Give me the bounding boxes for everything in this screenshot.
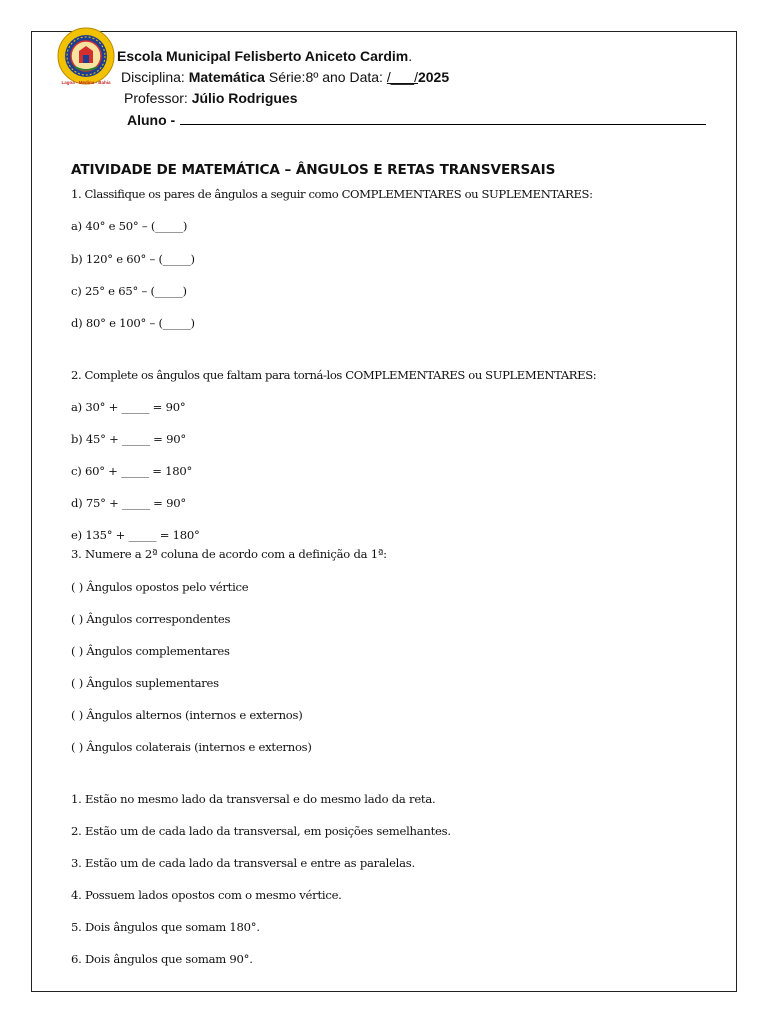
question1-item: c) 25° e 65° – (_____) <box>71 284 187 298</box>
teacher-line <box>124 90 298 106</box>
subject-value: Matemática <box>188 69 265 85</box>
date-year: 2025 <box>417 69 450 85</box>
logo-caption: Lagoa - Medina - Bahia <box>61 80 111 85</box>
question1-prompt: 1. Classifique os pares de ângulos a seguir como COMPLEMENTARES ou SUPLEMENTARES: <box>71 187 593 201</box>
question3-column-item: ( ) Ângulos complementares <box>71 644 230 658</box>
grade-label: Série: <box>264 69 306 85</box>
grade-value: 8º ano <box>305 69 346 85</box>
teacher-name: Júlio Rodrigues <box>191 90 298 106</box>
school-name-text: Escola Municipal Felisberto Aniceto Cardim <box>117 48 409 64</box>
student-label: Aluno - <box>127 112 180 128</box>
question2-item: d) 75° + _____ = 90° <box>71 496 186 510</box>
teacher-label: Professor: <box>124 90 192 106</box>
question2-item: c) 60° + _____ = 180° <box>71 464 193 478</box>
school-name-dot: . <box>408 48 413 64</box>
activity-title: ATIVIDADE DE MATEMÁTICA – ÂNGULOS E RETAS TRANSVERSAIS <box>71 162 556 178</box>
student-name-field[interactable] <box>180 112 706 125</box>
subject-label: Disciplina: <box>121 69 189 85</box>
question3-definition: 4. Possuem lados opostos com o mesmo vértice. <box>71 888 342 902</box>
date-label: Data: <box>345 69 387 85</box>
school-name <box>117 48 412 64</box>
question3-definition: 6. Dois ângulos que somam 90°. <box>71 952 253 966</box>
question3-column-item: ( ) Ângulos alternos (internos e externos) <box>71 708 303 722</box>
question3-definition: 2. Estão um de cada lado da transversal, em posições semelhantes. <box>71 824 451 838</box>
question2-item: b) 45° + _____ = 90° <box>71 432 186 446</box>
question1-item: b) 120° e 60° – (_____) <box>71 252 195 266</box>
question3-column-item: ( ) Ângulos suplementares <box>71 676 219 690</box>
question2-prompt: 2. Complete os ângulos que faltam para torná-los COMPLEMENTARES ou SUPLEMENTARES: <box>71 368 597 382</box>
question3-definition: 3. Estão um de cada lado da transversal e entre as paralelas. <box>71 856 415 870</box>
question3-definition: 5. Dois ângulos que somam 180°. <box>71 920 260 934</box>
question1-item: d) 80° e 100° – (_____) <box>71 316 195 330</box>
question1-item: a) 40° e 50° – (_____) <box>71 219 188 233</box>
question3-column-item: ( ) Ângulos correspondentes <box>71 612 231 626</box>
question3-column-item: ( ) Ângulos opostos pelo vértice <box>71 580 249 594</box>
date-blank: /___/ <box>386 69 418 85</box>
subject-line <box>121 69 449 85</box>
question3-prompt: 3. Numere a 2ª coluna de acordo com a definição da 1ª: <box>71 547 387 561</box>
question3-definition: 1. Estão no mesmo lado da transversal e do mesmo lado da reta. <box>71 792 436 806</box>
question2-item: a) 30° + _____ = 90° <box>71 400 186 414</box>
question2-item: e) 135° + _____ = 180° <box>71 528 200 542</box>
student-line <box>127 112 706 128</box>
question3-column-item: ( ) Ângulos colaterais (internos e externos) <box>71 740 312 754</box>
